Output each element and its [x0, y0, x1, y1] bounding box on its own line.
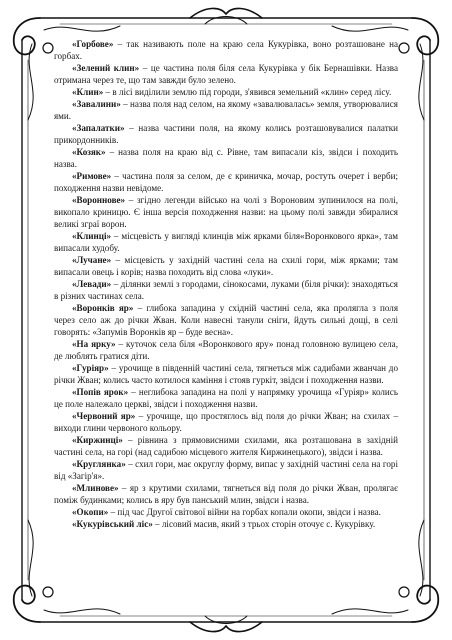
- entry-term: «Лучане»: [72, 255, 112, 265]
- list-item: [54, 38, 398, 62]
- entry-text: – так називають поле на краю села Кукурівка, воно розташоване на горбах.: [54, 39, 398, 61]
- list-item: [54, 506, 398, 518]
- list-item: [54, 146, 398, 170]
- entry-term: «Левади»: [72, 279, 112, 289]
- entry-text: – назва поля на краю від с. Рівне, там випасали кіз, звідси і походить назва.: [54, 147, 398, 169]
- list-item: [54, 170, 398, 194]
- list-item: [54, 518, 398, 530]
- toponym-list: [54, 38, 398, 530]
- entry-text: – яр з крутими схилами, тягнеться від поля до річки Жван, пролягає поміж будинками; колись в яру був панський млин, звідси і назва.: [54, 483, 398, 505]
- list-item: [54, 386, 398, 410]
- entry-term: «Клинці»: [72, 231, 112, 241]
- entry-text: – місцевість у західній частині села на схилі гори, між ярками; там випасали овець і корів; назва походить від слова «луки».: [54, 255, 398, 277]
- list-item: [54, 458, 398, 482]
- list-item: [54, 338, 398, 362]
- entry-term: «Попів ярок»: [72, 387, 129, 397]
- list-item: [54, 302, 398, 338]
- entry-term: «Клин»: [72, 87, 104, 97]
- list-item: [54, 194, 398, 230]
- entry-term: «Горбове»: [72, 39, 114, 49]
- list-item: [54, 254, 398, 278]
- entry-text: – це частина поля біля села Кукурівка у бік Бернашівки. Назва отримана через те, що там завжди було зелено.: [54, 63, 398, 85]
- list-item: [54, 122, 398, 146]
- list-item: [54, 62, 398, 86]
- list-item: [54, 482, 398, 506]
- entry-text: – частина поля за селом, де є криничка, мочар, ростуть очерет і верби; походження назви невідоме.: [54, 171, 398, 193]
- entry-term: «Вороннове»: [72, 195, 126, 205]
- entry-text: – ділянки землі з городами, сінокосами, луками (біля річки): знаходяться в різних частинах села.: [54, 279, 398, 301]
- entry-term: «Завалини»: [72, 99, 121, 109]
- list-item: [54, 86, 398, 98]
- entry-term: «Козяк»: [72, 147, 106, 157]
- entry-term: «Круглянка»: [72, 459, 126, 469]
- list-item: [54, 434, 398, 458]
- entry-term: «Окопи»: [72, 507, 109, 517]
- list-item: [54, 98, 398, 122]
- entry-term: «Млинове»: [72, 483, 119, 493]
- entry-text: – місцевість у вигляді клинців між ярками біля«Воронкового ярка», там випасали худобу.: [54, 231, 398, 253]
- entry-term: «Воронків яр»: [72, 303, 134, 313]
- list-item: [54, 278, 398, 302]
- entry-text: – рівнина з прямовисними схилами, яка розташована в західній частині села, на горі (над садибою місцевого жителя Киржинецького), звідси і назва.: [54, 435, 398, 457]
- list-item: [54, 230, 398, 254]
- list-item: [54, 410, 398, 434]
- entry-term: «Киржинці»: [72, 435, 123, 445]
- list-item: [54, 362, 398, 386]
- entry-term: «Гуріяр»: [72, 363, 109, 373]
- entry-text: – схил гори, має округлу форму, випас у західній частині села на горі від «Загір'я».: [54, 459, 398, 481]
- entry-text: – під час Другої світової війни на горбах копали окопи, звідси і назва.: [108, 507, 381, 517]
- entry-term: «Червоний яр»: [72, 411, 136, 421]
- entry-term: «Запалатки»: [72, 123, 125, 133]
- entry-term: «На ярку»: [72, 339, 116, 349]
- entry-text: – куточок села біля «Воронкового яру» понад головною вулицею села, де люблять гратися діти.: [54, 339, 398, 361]
- entry-text: – лісовий масив, який з трьох сторін оточує с. Кукурівку.: [152, 519, 376, 529]
- entry-text: – урочище, що простяглось від поля до річки Жван; на схилах – виходи глини червоного кольору.: [54, 411, 398, 433]
- entry-term: «Зелений клин»: [72, 63, 140, 73]
- entry-text: – урочище в південній частині села, тягнеться між садибами жванчан до річки Жван; колись часто котилося каміння і стояв гуркіт, звідси і походження назви.: [54, 363, 398, 385]
- entry-text: – неглибока западина на полі у напрямку урочища «Гуріяр» колись це поле належало церкві, звідси і походження назви.: [54, 387, 398, 409]
- entry-text: – назва частини поля, на якому колись розташовувалися палатки прикордонників.: [54, 123, 398, 145]
- entry-text: – в лісі виділили землю під городи, з'явився земельний «клин» серед лісу.: [103, 87, 392, 97]
- entry-text: – глибока западина у східній частині села, яка пролягла з поля через село аж до річки Жван. Коли навесні танули сніги, йдуть сильні дощі, в селі говорять: «Запумів Воронків яр – буде весна».: [54, 303, 399, 337]
- entry-term: «Римове»: [72, 171, 112, 181]
- entry-term: «Кукурівський ліс»: [72, 519, 153, 529]
- entry-text: – згідно легенди військо на чолі з Вороновим зупинилося на полі, викопало криницю. Є інша версія походження назви: на цьому полі завжди збиралися великі зграї ворон.: [54, 195, 398, 229]
- entry-text: – назва поля над селом, на якому «завалювалась» земля, утворювалися ями.: [54, 99, 398, 121]
